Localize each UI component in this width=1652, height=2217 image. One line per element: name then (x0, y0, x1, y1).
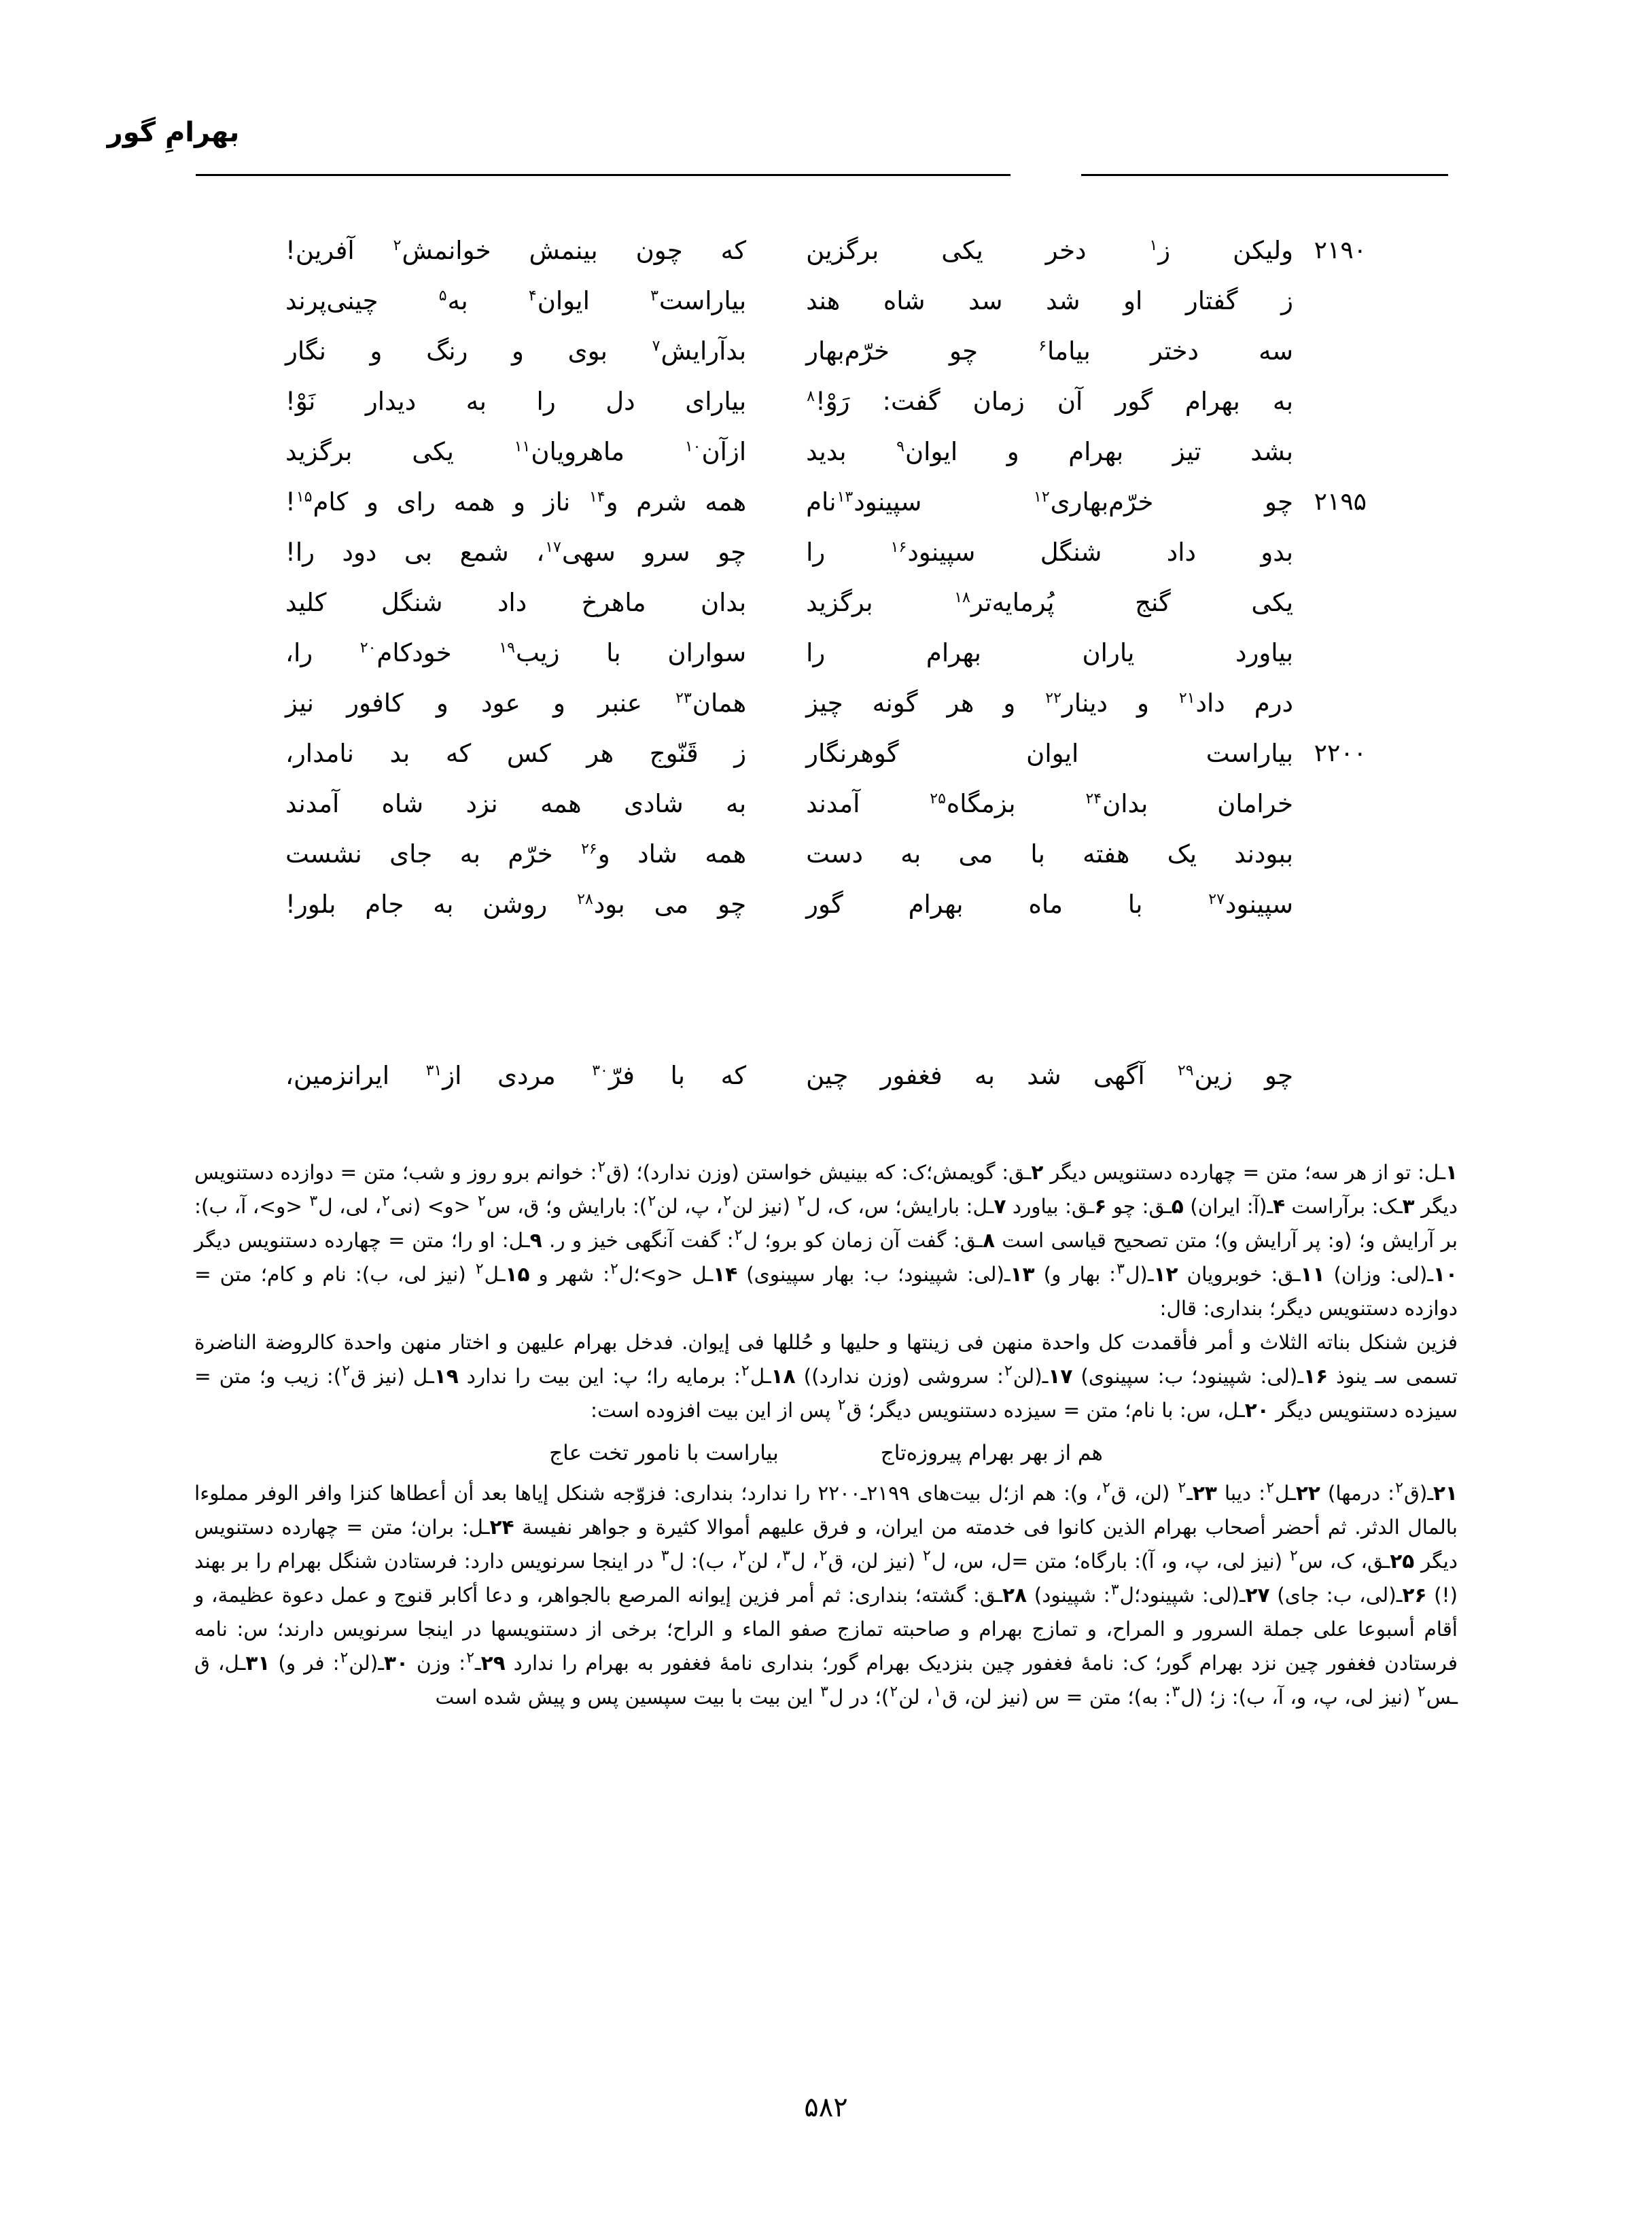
verse-number (1293, 377, 1367, 427)
apparatus-inset-verse (194, 1434, 1458, 1472)
verse-row (285, 427, 1367, 477)
hemistich-right: بدو داد شنگل سپینود$^{۱۶}$ را (806, 538, 1293, 567)
hemistich-right: بیاورد یاران بهرام را (806, 638, 1293, 667)
verse-row (285, 226, 1367, 276)
header-divider-gap (1010, 171, 1081, 179)
hemistich-right: چو خرّم‌بهاری$^{۱۲}$ سپینود$^{۱۳}$نام (806, 487, 1293, 517)
verse-row (285, 729, 1367, 779)
hemistich-left: همان$^{۲۳}$ عنبر و عود و کافور نیز (285, 688, 747, 718)
verse-number: ۲۱۹۵ (1314, 488, 1367, 516)
inset-hemistich-left: بیاراست با نامور تخت عاج (549, 1441, 779, 1465)
hemistich-left: که با فرّ$^{۳۰}$ مردی از$^{۳۱}$ ایرانزمین، (285, 1061, 747, 1090)
verse-row (285, 678, 1367, 729)
verse-number (1293, 326, 1367, 377)
verse-number (1293, 427, 1367, 477)
hemistich-right: خرامان بدان$^{۲۴}$ بزمگاه$^{۲۵}$ آمدند (806, 789, 1293, 818)
hemistich-right: درم داد$^{۲۱}$ و دینار$^{۲۲}$ و هر گونه چیز (806, 688, 1294, 718)
verse-row (285, 276, 1367, 326)
hemistich-left: همه شاد و$^{۲۶}$ خرّم به جای نشست (285, 839, 747, 869)
apparatus-paragraph: فزین شنکل بناته الثلاث و أمر فأقمدت کل واحدة منهن فی زینتها و حلیها و حُللها فی إیوان. فدخل بهرام علیهن و اختار منهن واحدة کالروضة الناضرة تسمی سـ ینوذ ۱۶ـ(لی: شپینود؛ ب: سپینوی) ۱۷ـ(لن$^۲$: سروشی (وزن ندارد)) ۱۸ـل$^۲$: برمایه را؛ پ: این بیت را ندارد ۱۹ـل (نیز ق$^۲$): زیب و؛ متن = سیزده دستنویس دیگر ۲۰ـل، س: با نام؛ متن = سیزده دستنویس دیگر؛ ق$^۲$ پس از این بیت افزوده است: (194, 1331, 1458, 1422)
verse-number (1293, 678, 1367, 729)
hemistich-left: ازآن$^{۱۰}$ ماهرویان$^{۱۱}$ یکی برگزید (285, 437, 747, 466)
hemistich-right: بیاراست ایوان گوهرنگار (806, 739, 1293, 768)
verse-number (1293, 276, 1367, 326)
verse-number (1293, 628, 1367, 678)
hemistich-left: چو سرو سهی$^{۱۷}$، شمع بی دود را! (285, 538, 747, 567)
hemistich-right: سپینود$^{۲۷}$ با ماه بهرام گور (806, 890, 1293, 919)
verse-row (285, 578, 1367, 628)
hemistich-right: چو زین$^{۲۹}$ آگهی شد به فغفور چین (806, 1061, 1293, 1090)
verse-number (1293, 879, 1367, 930)
verse-row (285, 779, 1367, 829)
verse-number (1293, 829, 1367, 879)
hemistich-left: که چون بینمش خوانمش$^۲$ آفرین! (285, 236, 747, 265)
hemistich-right: ولیکن ز$^۱$ دخر یکی برگزین (806, 236, 1293, 265)
verse-number (1293, 527, 1367, 578)
verse-number (1293, 1051, 1367, 1101)
hemistich-left: سواران با زیب$^{۱۹}$ خودکام$^{۲۰}$ را، (285, 638, 747, 667)
verse-block (285, 226, 1367, 930)
verse-row (285, 477, 1367, 527)
hemistich-left: بدان ماهرخ داد شنگل کلید (285, 588, 747, 617)
hemistich-left: چو می بود$^{۲۸}$ روشن به جام بلور! (285, 890, 747, 919)
hemistich-left: ز قَنّوج هر کس که بد نامدار، (285, 739, 747, 768)
hemistich-left: بیارای دل را به دیدار نَوْ! (285, 387, 747, 416)
hemistich-right: به بهرام گور آن زمان گفت: رَوْ!$^۸$ (807, 387, 1293, 416)
hemistich-left: بدآرایش$^۷$ بوی و رنگ و نگار (285, 336, 747, 366)
verse-row (285, 527, 1367, 578)
hemistich-left: همه شرم و$^{۱۴}$ ناز و همه رای و کام$^{۱۵}$! (285, 487, 747, 517)
verse-row (285, 377, 1367, 427)
hemistich-right: ز گفتار او شد سد شاه هند (806, 286, 1293, 315)
folio-number: ۵۸۲ (804, 2092, 848, 2123)
verse-number: ۲۲۰۰ (1314, 739, 1367, 767)
header-divider-rule (196, 174, 1448, 176)
hemistich-left: بیاراست$^۳$ ایوان$^۴$ به$^۵$ چینی‌پرند (285, 286, 747, 315)
critical-apparatus (194, 1155, 1458, 1714)
inset-hemistich-right: هم از بهر بهرام پیروزه‌تاج (880, 1441, 1103, 1465)
verse-number (1293, 578, 1367, 628)
hemistich-left: به شادی همه نزد شاه آمدند (285, 789, 747, 818)
running-head (107, 117, 1448, 179)
verse-row (285, 879, 1367, 930)
hemistich-right: ببودند یک هفته با می به دست (806, 839, 1293, 869)
apparatus-paragraph: ۲۱ـ(ق$^۲$: درمها) ۲۲ـل$^۲$: دیبا ۲۳ـ$^۲$ (لن، ق$^۲$، و): هم از؛ل بیت‌های ۲۱۹۹ـ۲۲۰۰ را ندارد؛ بنداری: فزوّجه شنکل إیاها بعد أن أعطاها کنزا وافر الوفر مملوءا بالمال الدثر. ثم أحضر أصحاب بهرام الذین کانوا فی خدمته من ایران، و فرق علیهم أموالا کثیرة و جواهر نفیسة ۲۴ـل: بران؛ متن = چهارده دستنویس دیگر ۲۵ـق، ک، س$^۲$ (نیز لی، پ، و، آ): بارگاه؛ متن =ل، س، ل$^۲$ (نیز لن، ق$^۲$، ل$^۳$، لن$^۲$، ب): ل$^۳$ در اینجا سرنویس دارد: فرستادن شنگل بهرام را بر بهند (!) ۲۶ـ(لی، ب: جای) ۲۷ـ(لی: شپینود؛ل$^۳$: شپینود) ۲۸ـق: گشته؛ بنداری: ثم أمر فزین إیوانه المرصع بالجواهر، و دعا أکابر قنوج و عمل دعوة عظیمة، و أقام أسبوعا علی جملة السرور و المراح، و تمازج بهرام و صاحبته تمازج صفو الماء و الراح؛ برخی از دستنویسها در اینجا سرنویس دارند؛ س: نامه فرستادن فغفور چین نزد بهرام گور؛ ک: نامهٔ فغفور چین بنزدیک بهرام گور؛ بنداری نامهٔ فغفور به بهرام را ندارد ۲۹ـ$^۲$: وزن ۳۰ـ(لن$^۲$: فر و) ۳۱ـل، ق ـس$^۲$ (نیز لی، پ، و، آ، ب): ز؛ (ل$^۳$: به)؛ متن = س (نیز لن، ق$^۱$، لن$^۲$)؛ در ل$^۳$ این بیت با بیت سپسین پس و پیش شده است (194, 1480, 1458, 1709)
verse-row (285, 628, 1367, 678)
hemistich-right: بشد تیز بهرام و ایوان$^۹$ بدید (806, 437, 1293, 466)
tail-verse-block (285, 1051, 1367, 1101)
verse-row (285, 326, 1367, 377)
hemistich-right: یکی گنج پُرمایه‌تر$^{۱۸}$ برگزید (806, 588, 1293, 617)
verse-number (1293, 779, 1367, 829)
tail-verse-row (285, 1051, 1367, 1101)
page-title: بهرامِ گور (107, 117, 240, 148)
apparatus-paragraph: ۱ـل: تو از هر سه؛ متن = چهارده دستنویس دیگر ۲ـق: گویمش؛ک: که بینیش خواستن (وزن ندارد)؛ (ق$^۲$: خوانم برو روز و شب؛ متن = دوازده دستنویس دیگر ۳ـک: برآراست ۴ـ(آ: ایران) ۵ـق: چو ۶ـق: بیاورد ۷ـل: بارایش؛ س، ک، ل$^۲$ (نیز لن$^۲$، پ، لن$^۲$): بارایش و؛ ق، س$^۲$ <و> (نی$^۲$، لی، ل$^۳$ <و>، آ، ب): بر آرایش و؛ (و: پر آرایش و)؛ متن تصحیح قیاسی است ۸ـق: گفت آن زمان کو برو؛ ل$^۲$: گفت آنگهی خیز و ر. ۹ـل: او را؛ متن = چهارده دستنویس دیگر ۱۰ـ(لی: وزان) ۱۱ـق: خوبرویان ۱۲ـ(ل$^۳$: بهار و) ۱۳ـ(لی: شپینود؛ ب: بهار سپینوی) ۱۴ـل <و>؛ل$^۲$: شهر و ۱۵ـل$^۲$ (نیز لی، ب): نام و کام؛ متن = دوازده دستنویس دیگر؛ بنداری: قال: (194, 1159, 1458, 1320)
hemistich-right: سه دختر بیاما$^۶$ چو خرّم‌بهار (806, 336, 1293, 366)
verse-row (285, 829, 1367, 879)
verse-number: ۲۱۹۰ (1314, 237, 1367, 264)
